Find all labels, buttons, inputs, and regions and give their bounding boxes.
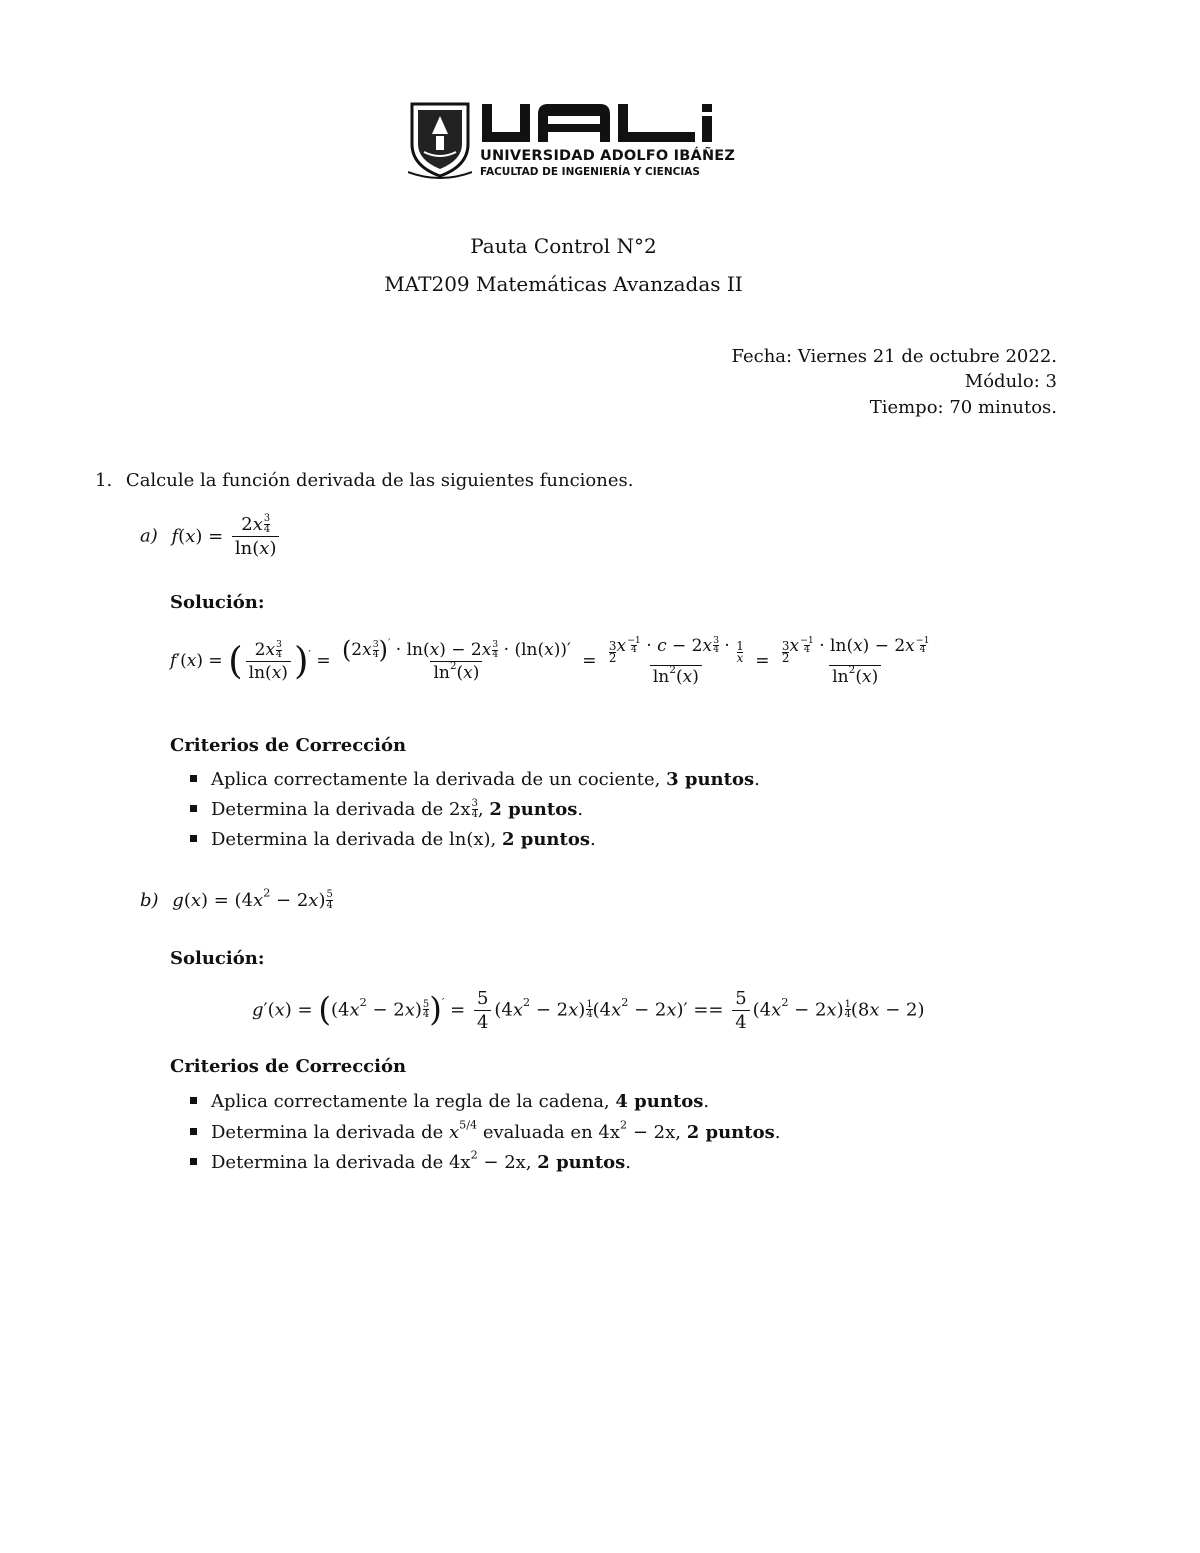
part-b-function: b) $g(x) = (4x^2 - 2x)$ $\frac{5}{4}$ (140, 886, 333, 911)
part-a-criterion-3: Determina la derivada de ln(x), 2 puntos. (190, 829, 596, 850)
part-b-solution-heading: Solución: (170, 948, 265, 969)
course-title: MAT209 Matemáticas Avanzadas II (384, 272, 743, 296)
bullet-icon (190, 805, 197, 812)
exam-module: Módulo: 3 (964, 371, 1057, 392)
exam-time: Tiempo: 70 minutos. (869, 397, 1057, 418)
bullet-icon (190, 775, 197, 782)
problem-1 (95, 470, 633, 491)
part-a-criterion-1: Aplica correctamente la derivada de un cociente, 3 puntos. (190, 769, 760, 790)
part-a-criteria-heading: Criterios de Corrección (170, 735, 407, 756)
bullet-icon (190, 835, 197, 842)
part-b-solution-formula: $g'(x) = ((4x^2 - 2x)$ $\frac{5}{4}$ )′ = $\frac{5}{4}$ $(4x^2 - 2x)$ $\frac{1}{4}$ $(4x^2 - 2x)'$ == $\frac{5}{4}$ $(4x^2 - 2x)$ $\frac{1}{4}$ (8x − 2) (252, 988, 925, 1033)
problem-number: 1. (95, 470, 113, 491)
part-b-criterion-1: Aplica correctamente la regla de la cadena, 4 puntos. (190, 1091, 709, 1112)
part-a-solution-heading: Solución: (170, 592, 265, 613)
part-a-function: a) f(x) = 2x $\frac{3}{4}$ ln(x) (140, 514, 282, 559)
university-logo (408, 100, 736, 180)
bullet-icon (190, 1128, 197, 1135)
document-title: Pauta Control N°2 (470, 234, 657, 258)
uai-letters-icon (480, 102, 716, 146)
part-b-label: b) (140, 890, 159, 911)
crest-icon (408, 100, 472, 180)
part-a-label: a) (140, 525, 158, 547)
bullet-icon (190, 1158, 197, 1165)
bullet-icon (190, 1097, 197, 1104)
part-b-criterion-2: Determina la derivada de $x^{5/4}$ evaluada en $4x^2 - 2x$, 2 puntos. (190, 1122, 780, 1143)
university-name: UNIVERSIDAD ADOLFO IBÁÑEZ (480, 148, 736, 164)
part-a-criterion-2: Determina la derivada de 2x $\frac{3}{4}$ , 2 puntos. (190, 799, 583, 820)
part-b-criteria-heading: Criterios de Corrección (170, 1056, 407, 1077)
faculty-name: FACULTAD DE INGENIERÍA Y CIENCIAS (480, 166, 700, 178)
exam-date: Fecha: Viernes 21 de octubre 2022. (731, 346, 1057, 367)
part-a-solution-formula: f′(x) = ( 2x $\frac{3}{4}$ ln(x) )′ = (2x $\frac{3}{4}$ )′ · ln(x) − 2x $\frac{3}{4}$ · (ln(x))′ $\ln^2(x)$ = $\frac{3}{2}$ x $\frac{-1}{4}$ · c − 2x $\frac{3}{4}$ · $\frac{1}{x}$ $\ln^2(x)$ = $\frac{3}{2}$ x $\frac{-1}{4}$ · ln(x) − 2x $\frac{-1}{4}$ $\ln^2(x)$ (170, 634, 930, 688)
part-b-criterion-3: Determina la derivada de $4x^2 - 2x$, 2 puntos. (190, 1152, 631, 1173)
problem-statement: Calcule la función derivada de las siguientes funciones. (125, 470, 634, 491)
